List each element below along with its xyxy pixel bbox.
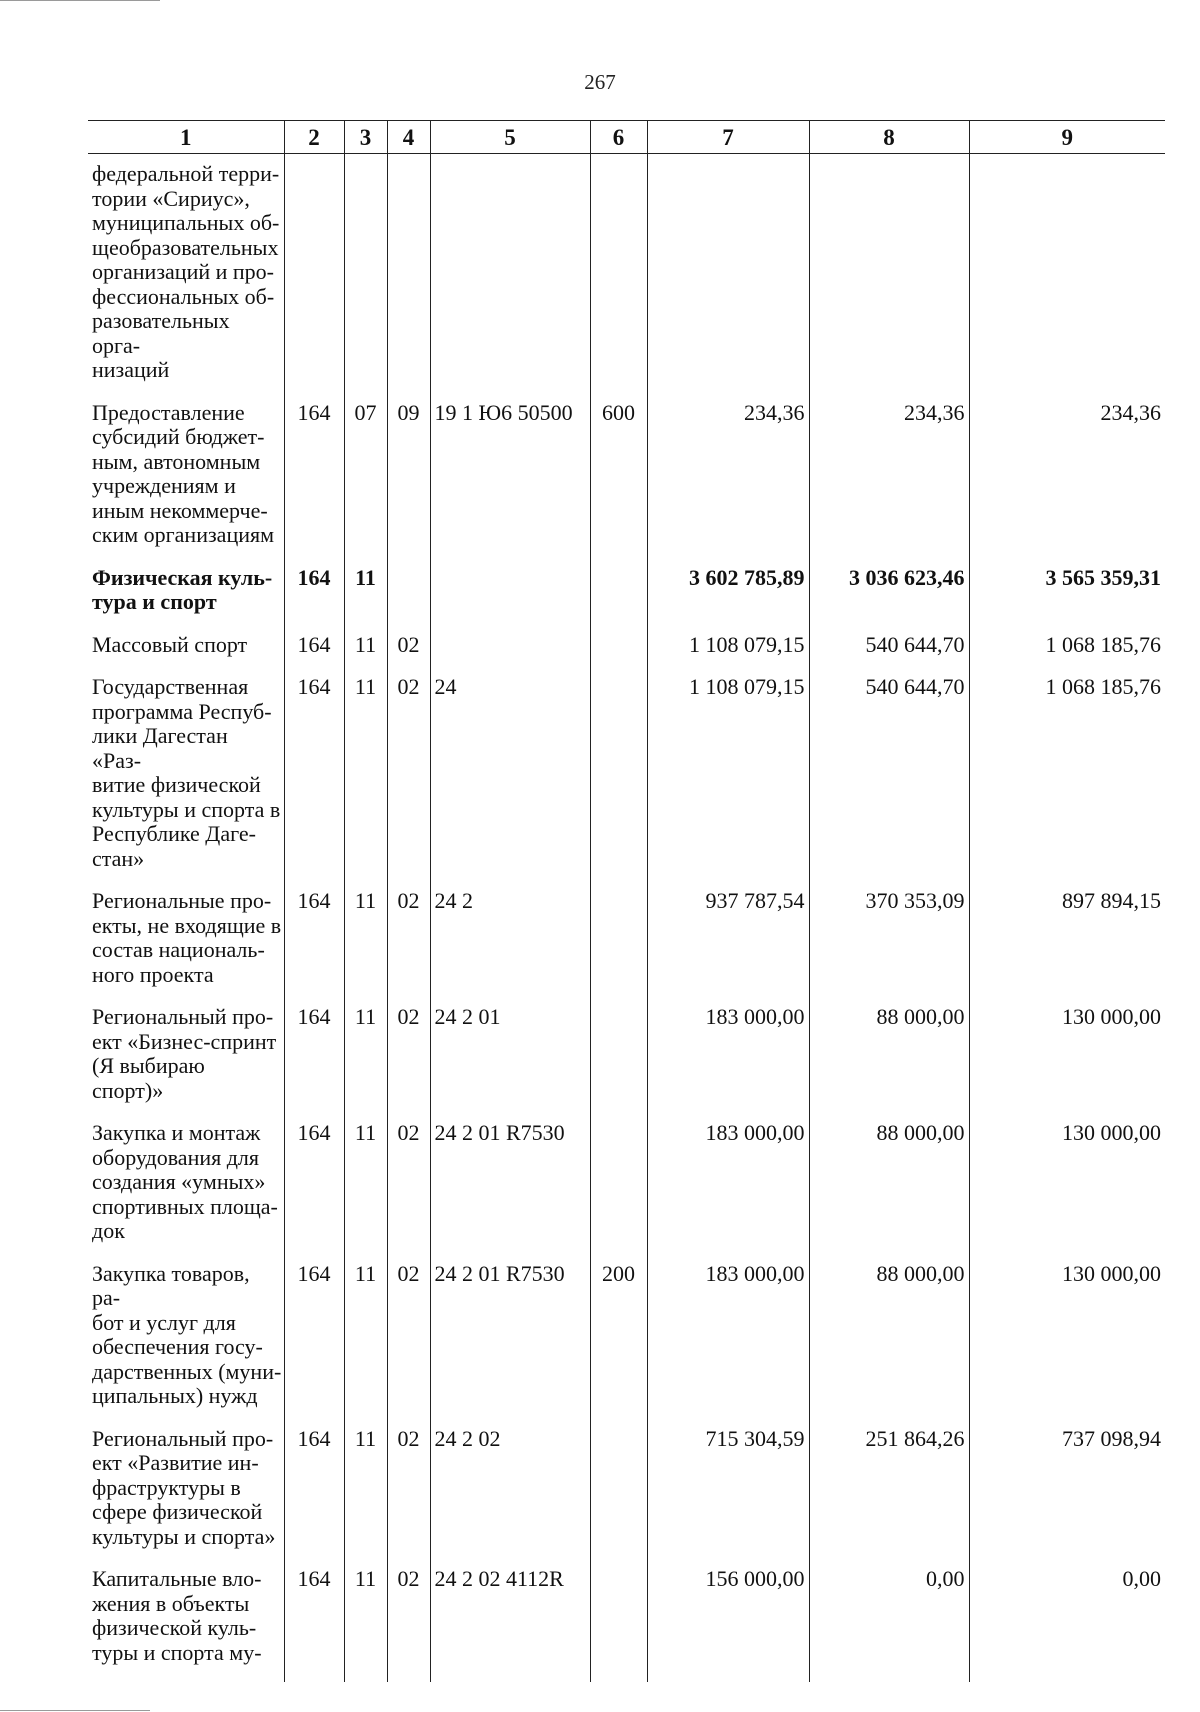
cell-amount-2024: 715 304,59 bbox=[647, 1419, 809, 1560]
cell-target-article: 24 2 bbox=[430, 881, 590, 997]
table-row bbox=[88, 625, 1165, 668]
table-row bbox=[88, 154, 1165, 393]
cell-target-article: 24 2 02 bbox=[430, 1419, 590, 1560]
cell-amount-2026: 3 565 359,31 bbox=[969, 558, 1165, 625]
cell-target-article bbox=[430, 625, 590, 668]
cell-amount-2026: 0,00 bbox=[969, 1559, 1165, 1682]
cell-section bbox=[344, 154, 387, 393]
cell-expense-type bbox=[590, 881, 647, 997]
cell-admin-code: 164 bbox=[284, 997, 344, 1113]
cell-subsection: 02 bbox=[387, 1113, 430, 1254]
cell-description: Закупка товаров, ра- бот и услуг для обеспечения госу- дарственных (муни- ципальных) нужд bbox=[92, 1260, 282, 1408]
cell-amount-2024: 183 000,00 bbox=[647, 1113, 809, 1254]
cell-amount-2025: 251 864,26 bbox=[809, 1419, 969, 1560]
cell-admin-code: 164 bbox=[284, 881, 344, 997]
header-col-8: 8 bbox=[809, 121, 969, 154]
cell-amount-2026: 130 000,00 bbox=[969, 997, 1165, 1113]
cell-section: 11 bbox=[344, 1419, 387, 1560]
cell-section: 11 bbox=[344, 625, 387, 668]
header-row bbox=[88, 121, 1165, 154]
cell-expense-type bbox=[590, 625, 647, 668]
cell-target-article: 24 2 01 bbox=[430, 997, 590, 1113]
cell-admin-code: 164 bbox=[284, 1113, 344, 1254]
cell-amount-2025: 88 000,00 bbox=[809, 1254, 969, 1419]
cell-subsection bbox=[387, 154, 430, 393]
cell-target-article: 19 1 Ю6 50500 bbox=[430, 393, 590, 558]
cell-description: Закупка и монтаж оборудования для создания «умных» спортивных площа- док bbox=[92, 1120, 278, 1243]
cell-amount-2024: 3 602 785,89 bbox=[647, 558, 809, 625]
cell-description: федеральной терри- тории «Сириус», муниципальных об- щеобразовательных организаций и про- фессиональных об- разовательных орга- низаций bbox=[92, 161, 280, 382]
budget-table bbox=[88, 120, 1165, 1682]
cell-expense-type bbox=[590, 997, 647, 1113]
table-row bbox=[88, 558, 1165, 625]
table-row bbox=[88, 1559, 1165, 1682]
cell-admin-code: 164 bbox=[284, 1419, 344, 1560]
table-row bbox=[88, 393, 1165, 558]
cell-amount-2025: 88 000,00 bbox=[809, 1113, 969, 1254]
table-row bbox=[88, 1419, 1165, 1560]
cell-amount-2024 bbox=[647, 154, 809, 393]
cell-subsection: 02 bbox=[387, 1254, 430, 1419]
cell-subsection: 02 bbox=[387, 1559, 430, 1682]
cell-amount-2025: 234,36 bbox=[809, 393, 969, 558]
cell-expense-type bbox=[590, 1559, 647, 1682]
table-body bbox=[88, 154, 1165, 1683]
cell-admin-code: 164 bbox=[284, 558, 344, 625]
header-col-2: 2 bbox=[284, 121, 344, 154]
cell-admin-code: 164 bbox=[284, 1254, 344, 1419]
cell-amount-2026: 130 000,00 bbox=[969, 1254, 1165, 1419]
table-row bbox=[88, 1254, 1165, 1419]
cell-subsection: 02 bbox=[387, 881, 430, 997]
cell-description: Капитальные вло- жения в объекты физической куль- туры и спорта му- bbox=[92, 1566, 262, 1665]
header-col-6: 6 bbox=[590, 121, 647, 154]
cell-amount-2024: 234,36 bbox=[647, 393, 809, 558]
cell-admin-code bbox=[284, 154, 344, 393]
table-row bbox=[88, 1113, 1165, 1254]
cell-section: 11 bbox=[344, 997, 387, 1113]
cell-section: 11 bbox=[344, 881, 387, 997]
cell-subsection: 02 bbox=[387, 667, 430, 881]
cell-amount-2026: 1 068 185,76 bbox=[969, 625, 1165, 668]
header-col-1: 1 bbox=[88, 121, 284, 154]
cell-section: 11 bbox=[344, 1559, 387, 1682]
cell-target-article bbox=[430, 558, 590, 625]
cell-amount-2026: 737 098,94 bbox=[969, 1419, 1165, 1560]
cell-subsection: 02 bbox=[387, 997, 430, 1113]
cell-amount-2025: 0,00 bbox=[809, 1559, 969, 1682]
cell-amount-2025: 370 353,09 bbox=[809, 881, 969, 997]
cell-subsection: 09 bbox=[387, 393, 430, 558]
cell-target-article: 24 2 01 R7530 bbox=[430, 1113, 590, 1254]
cell-target-article: 24 bbox=[430, 667, 590, 881]
cell-admin-code: 164 bbox=[284, 1559, 344, 1682]
cell-description: Региональный про- ект «Развитие ин- фраструктуры в сфере физической культуры и спорта» bbox=[92, 1425, 276, 1549]
cell-admin-code: 164 bbox=[284, 667, 344, 881]
cell-target-article bbox=[430, 154, 590, 393]
cell-expense-type bbox=[590, 667, 647, 881]
cell-amount-2024: 156 000,00 bbox=[647, 1559, 809, 1682]
cell-section: 11 bbox=[344, 558, 387, 625]
cell-expense-type bbox=[590, 558, 647, 625]
cell-amount-2024: 183 000,00 bbox=[647, 1254, 809, 1419]
cell-amount-2026: 130 000,00 bbox=[969, 1113, 1165, 1254]
cell-admin-code: 164 bbox=[284, 625, 344, 668]
table-row bbox=[88, 997, 1165, 1113]
cell-target-article: 24 2 02 4112R bbox=[430, 1559, 590, 1682]
cell-amount-2024: 183 000,00 bbox=[647, 997, 809, 1113]
cell-amount-2025: 540 644,70 bbox=[809, 625, 969, 668]
cell-subsection: 02 bbox=[387, 1419, 430, 1560]
cell-amount-2026: 897 894,15 bbox=[969, 881, 1165, 997]
cell-admin-code: 164 bbox=[284, 393, 344, 558]
cell-amount-2025: 88 000,00 bbox=[809, 997, 969, 1113]
cell-amount-2024: 937 787,54 bbox=[647, 881, 809, 997]
cell-description: Государственная программа Респуб- лики Дагестан «Раз- витие физической культуры и спорта в Республике Даге- стан» bbox=[92, 674, 281, 871]
header-col-4: 4 bbox=[387, 121, 430, 154]
cell-description: Региональные про- екты, не входящие в состав националь- ного проекта bbox=[92, 888, 282, 987]
cell-target-article: 24 2 01 R7530 bbox=[430, 1254, 590, 1419]
cell-description: Физическая куль- тура и спорт bbox=[92, 564, 273, 614]
header-col-7: 7 bbox=[647, 121, 809, 154]
cell-section: 11 bbox=[344, 1254, 387, 1419]
page-number: 267 bbox=[584, 70, 616, 94]
cell-expense-type: 200 bbox=[590, 1254, 647, 1419]
header-col-5: 5 bbox=[430, 121, 590, 154]
scan-edge-bottom bbox=[0, 1710, 150, 1711]
cell-expense-type bbox=[590, 1113, 647, 1254]
cell-amount-2025 bbox=[809, 154, 969, 393]
header-col-3: 3 bbox=[344, 121, 387, 154]
cell-description: Региональный про- ект «Бизнес-спринт (Я выбираю спорт)» bbox=[92, 1004, 277, 1103]
cell-subsection bbox=[387, 558, 430, 625]
cell-amount-2025: 540 644,70 bbox=[809, 667, 969, 881]
cell-amount-2026 bbox=[969, 154, 1165, 393]
cell-amount-2024: 1 108 079,15 bbox=[647, 667, 809, 881]
cell-section: 07 bbox=[344, 393, 387, 558]
table-row bbox=[88, 667, 1165, 881]
cell-amount-2025: 3 036 623,46 bbox=[809, 558, 969, 625]
cell-description: Массовый спорт bbox=[92, 631, 248, 657]
cell-description: Предоставление субсидий бюджет- ным, автономным учреждениям и иным некоммерче- ским организациям bbox=[92, 399, 275, 547]
cell-section: 11 bbox=[344, 667, 387, 881]
cell-subsection: 02 bbox=[387, 625, 430, 668]
cell-expense-type: 600 bbox=[590, 393, 647, 558]
cell-expense-type bbox=[590, 1419, 647, 1560]
scan-edge-top bbox=[0, 0, 160, 1]
cell-amount-2026: 1 068 185,76 bbox=[969, 667, 1165, 881]
cell-amount-2026: 234,36 bbox=[969, 393, 1165, 558]
cell-section: 11 bbox=[344, 1113, 387, 1254]
table-row bbox=[88, 881, 1165, 997]
header-col-9: 9 bbox=[969, 121, 1165, 154]
cell-expense-type bbox=[590, 154, 647, 393]
cell-amount-2024: 1 108 079,15 bbox=[647, 625, 809, 668]
